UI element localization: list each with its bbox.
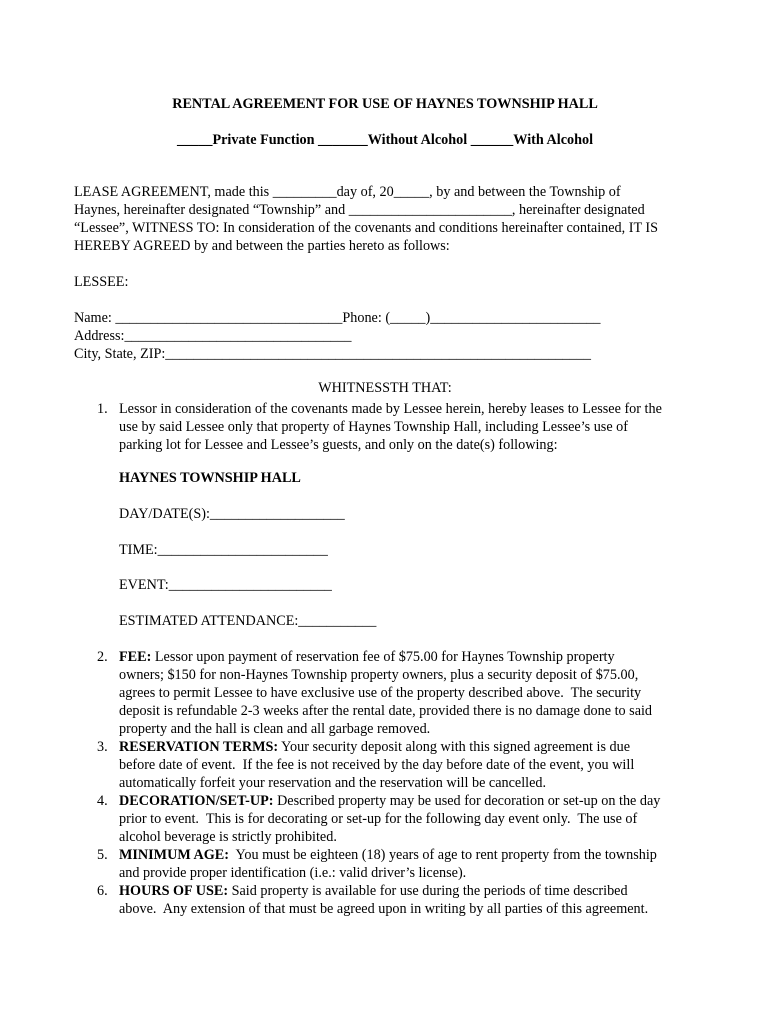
item-heading: FEE:: [119, 649, 152, 665]
item-line: You must be eighteen (18) years of age to rent property from the township: [228, 847, 657, 863]
item-heading: DECORATION/SET-UP:: [119, 793, 274, 809]
time-field: TIME:________________________: [119, 542, 328, 558]
item-line: parking lot for Lessee and Lessee’s guests, and only on the date(s) following:: [119, 437, 558, 453]
address-field: Address:________________________________: [74, 328, 352, 344]
intro-line: “Lessee”, WITNESS TO: In consideration of the covenants and conditions hereinafter contained, IT IS: [74, 220, 659, 236]
page-title: RENTAL AGREEMENT FOR USE OF HAYNES TOWNSHIP HALL: [172, 96, 598, 112]
item-line: alcohol beverage is strictly prohibited.: [119, 829, 337, 845]
function-options-line: _____Private Function _______Without Alcohol ______With Alcohol: [176, 132, 594, 148]
item-line: Lessor in consideration of the covenants made by Lessee herein, hereby leases to Lessee for the: [119, 401, 662, 417]
intro-line: HEREBY AGREED by and between the parties hereto as follows:: [74, 238, 450, 254]
item-1: [0, 397, 770, 637]
item-line: prior to event. This is for decorating or set-up for the following day event only. The use of: [119, 811, 638, 827]
item-number: 4.: [97, 793, 108, 809]
item-number: 3.: [97, 739, 108, 755]
intro-line: Haynes, hereinafter designated “Township” and _______________________, hereinafter designated: [74, 202, 645, 218]
item-heading: HOURS OF USE:: [119, 883, 229, 899]
item-line: property and the hall is clean and all garbage removed.: [119, 721, 431, 737]
hall-heading: HAYNES TOWNSHIP HALL: [119, 470, 301, 486]
item-heading: MINIMUM AGE:: [119, 847, 229, 863]
item-heading: RESERVATION TERMS:: [119, 739, 279, 755]
intro-line: LEASE AGREEMENT, made this _________day of, 20_____, by and between the Township of: [74, 184, 621, 200]
item-line: Your security deposit along with this signed agreement is due: [278, 739, 631, 755]
item-line: automatically forfeit your reservation and the reservation will be cancelled.: [119, 775, 547, 791]
city-state-zip-field: City, State, ZIP:____________________________________________________________: [74, 346, 591, 362]
item-line: above. Any extension of that must be agreed upon in writing by all parties of this agreement.: [119, 901, 649, 917]
item-line: Lessor upon payment of reservation fee of $75.00 for Haynes Township property: [151, 649, 615, 665]
name-phone-field: Name: ________________________________Phone: (_____)________________________: [74, 310, 601, 326]
day-date-field: DAY/DATE(S):___________________: [119, 506, 345, 522]
item-line: Said property is available for use during the periods of time described: [228, 883, 628, 899]
item-line: deposit is refundable 2-3 weeks after the rental date, provided there is no damage done to said: [119, 703, 653, 719]
item-number: 2.: [97, 649, 108, 665]
item-line: agrees to permit Lessee to have exclusive use of the property described above. The security: [119, 685, 642, 701]
intro-paragraph: [74, 183, 704, 255]
witness-heading: WHITNESSTH THAT:: [318, 380, 452, 396]
item-number: 5.: [97, 847, 108, 863]
event-field: EVENT:_______________________: [119, 577, 332, 593]
item-line: Described property may be used for decoration or set-up on the day: [273, 793, 661, 809]
attendance-field: ESTIMATED ATTENDANCE:___________: [119, 613, 377, 629]
item-line: use by said Lessee only that property of Haynes Township Hall, including Lessee’s use of: [119, 419, 628, 435]
item-number: 6.: [97, 883, 108, 899]
lessee-fields: [74, 309, 704, 363]
item-line: and provide proper identification (i.e.: valid driver’s license).: [119, 865, 467, 881]
item-line: owners; $150 for non-Haynes Township property owners, plus a security deposit of $75.00,: [119, 667, 639, 683]
item-line: before date of event. If the fee is not received by the day before date of the event, you will: [119, 757, 635, 773]
lessee-label: LESSEE:: [74, 274, 129, 290]
item-number: 1.: [97, 401, 108, 417]
